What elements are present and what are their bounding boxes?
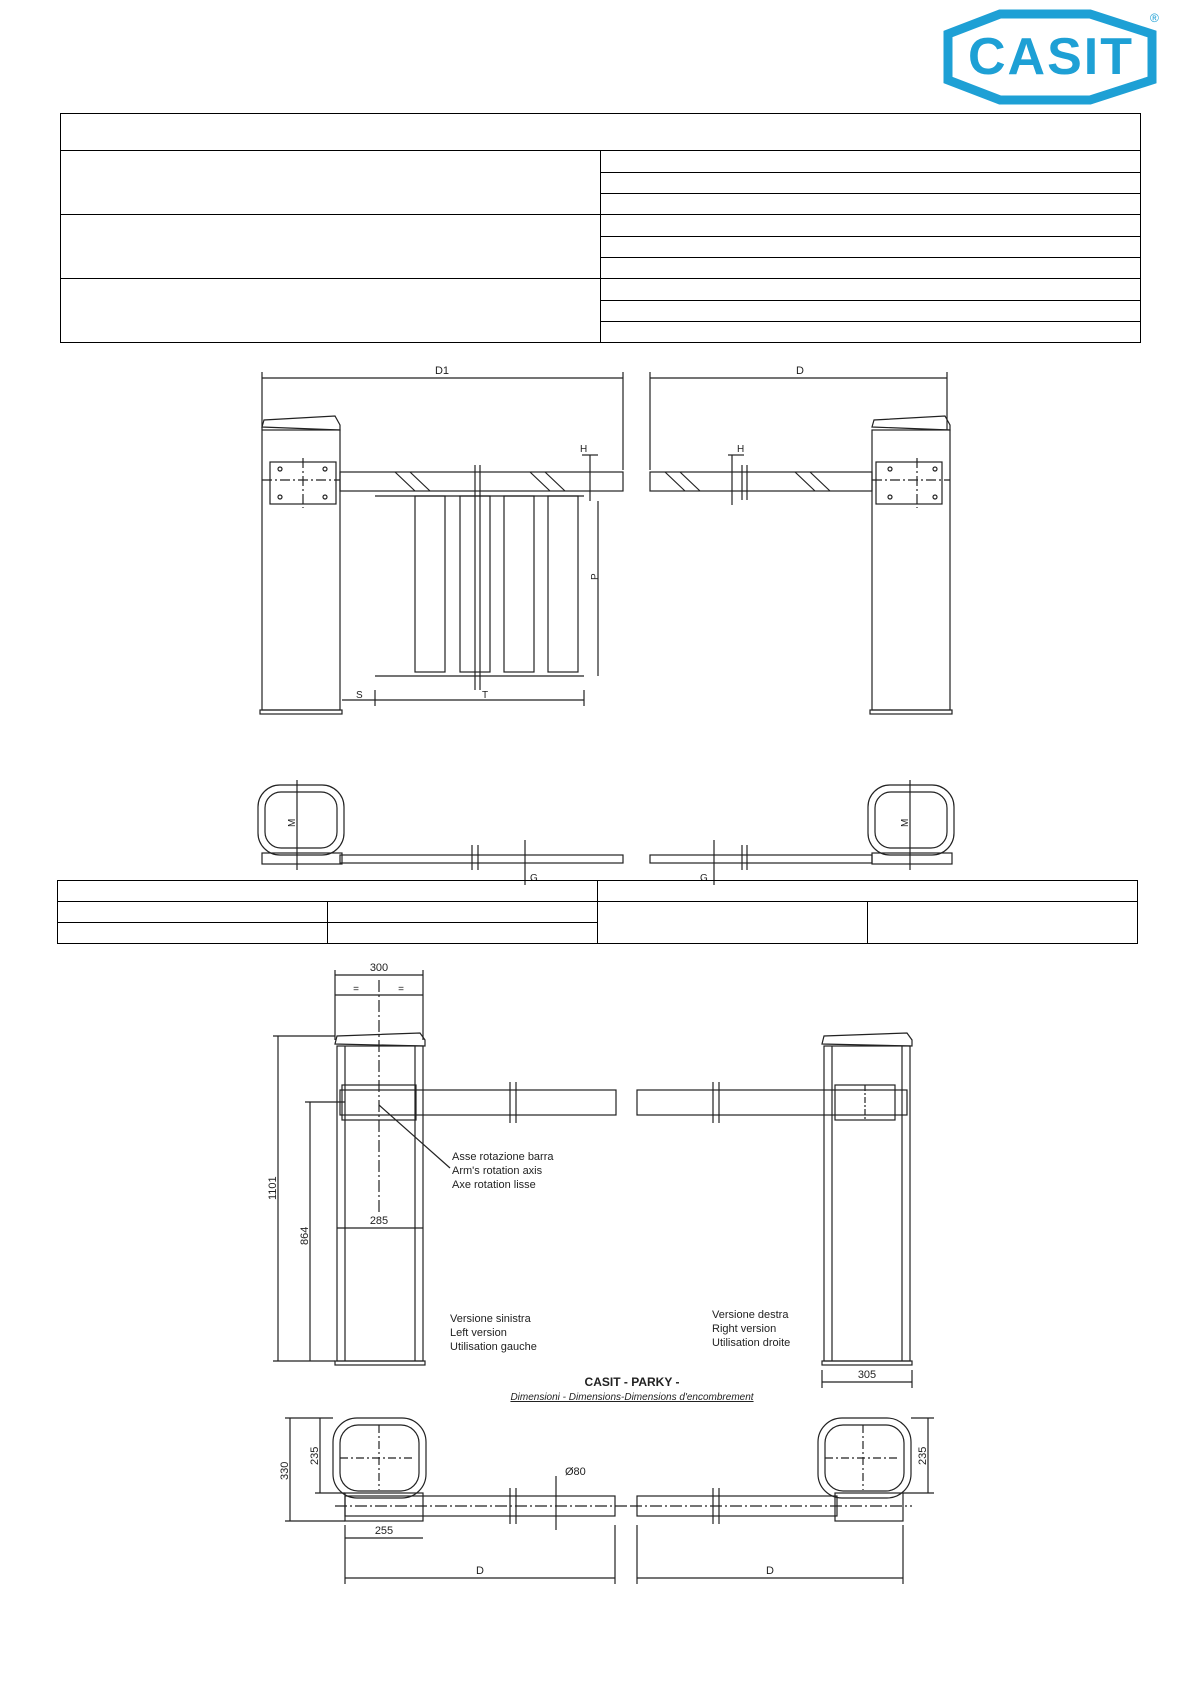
right-version-fr: Utilisation droite <box>712 1337 791 1349</box>
dim-235-right: 235 <box>917 1446 929 1465</box>
dim-g-right: G <box>700 873 708 884</box>
dim-eq-2: = <box>398 984 404 995</box>
barrier-dimensions-drawing <box>0 940 1192 1600</box>
dim-p: P <box>590 573 601 580</box>
dim-864: 864 <box>299 1226 311 1245</box>
dim-330: 330 <box>279 1461 291 1480</box>
dim-1101: 1101 <box>267 1176 279 1200</box>
dim-255: 255 <box>374 1525 394 1537</box>
left-version-en: Left version <box>450 1327 507 1339</box>
logo-text: CASIT <box>968 28 1134 86</box>
dim-h-right: H <box>737 444 745 455</box>
dim-285: 285 <box>369 1215 389 1227</box>
dim-m-left: M <box>287 818 298 827</box>
axis-label-en: Arm's rotation axis <box>452 1165 543 1177</box>
right-version-en: Right version <box>712 1323 777 1335</box>
dim-300: 300 <box>369 962 389 974</box>
dim-d: D <box>796 365 804 377</box>
dim-d-right: D <box>766 1565 774 1577</box>
dim-305: 305 <box>857 1369 877 1381</box>
axis-label-it: Asse rotazione barra <box>452 1151 554 1163</box>
axis-label-fr: Axe rotation lisse <box>452 1179 536 1191</box>
dim-t: T <box>482 690 489 701</box>
drawing-subtitle: Dimensioni - Dimensions-Dimensions d'encombrement <box>510 1392 754 1403</box>
dim-dia-80: Ø80 <box>565 1466 586 1478</box>
dim-m-right: M <box>900 818 911 827</box>
drawing-title: CASIT - PARKY - <box>584 1375 680 1389</box>
dim-235-left: 235 <box>309 1446 321 1465</box>
dim-h-left: H <box>580 444 588 455</box>
registered-mark: ® <box>1150 11 1159 25</box>
dim-d-left: D <box>476 1565 484 1577</box>
dim-s: S <box>356 690 363 701</box>
spec-table-middle <box>57 880 1138 944</box>
right-version-it: Versione destra <box>712 1309 789 1321</box>
dim-d1: D1 <box>434 365 450 377</box>
dim-g-left: G <box>530 873 538 884</box>
left-version-fr: Utilisation gauche <box>450 1341 537 1353</box>
dim-eq-1: = <box>353 984 359 995</box>
left-version-it: Versione sinistra <box>450 1313 531 1325</box>
